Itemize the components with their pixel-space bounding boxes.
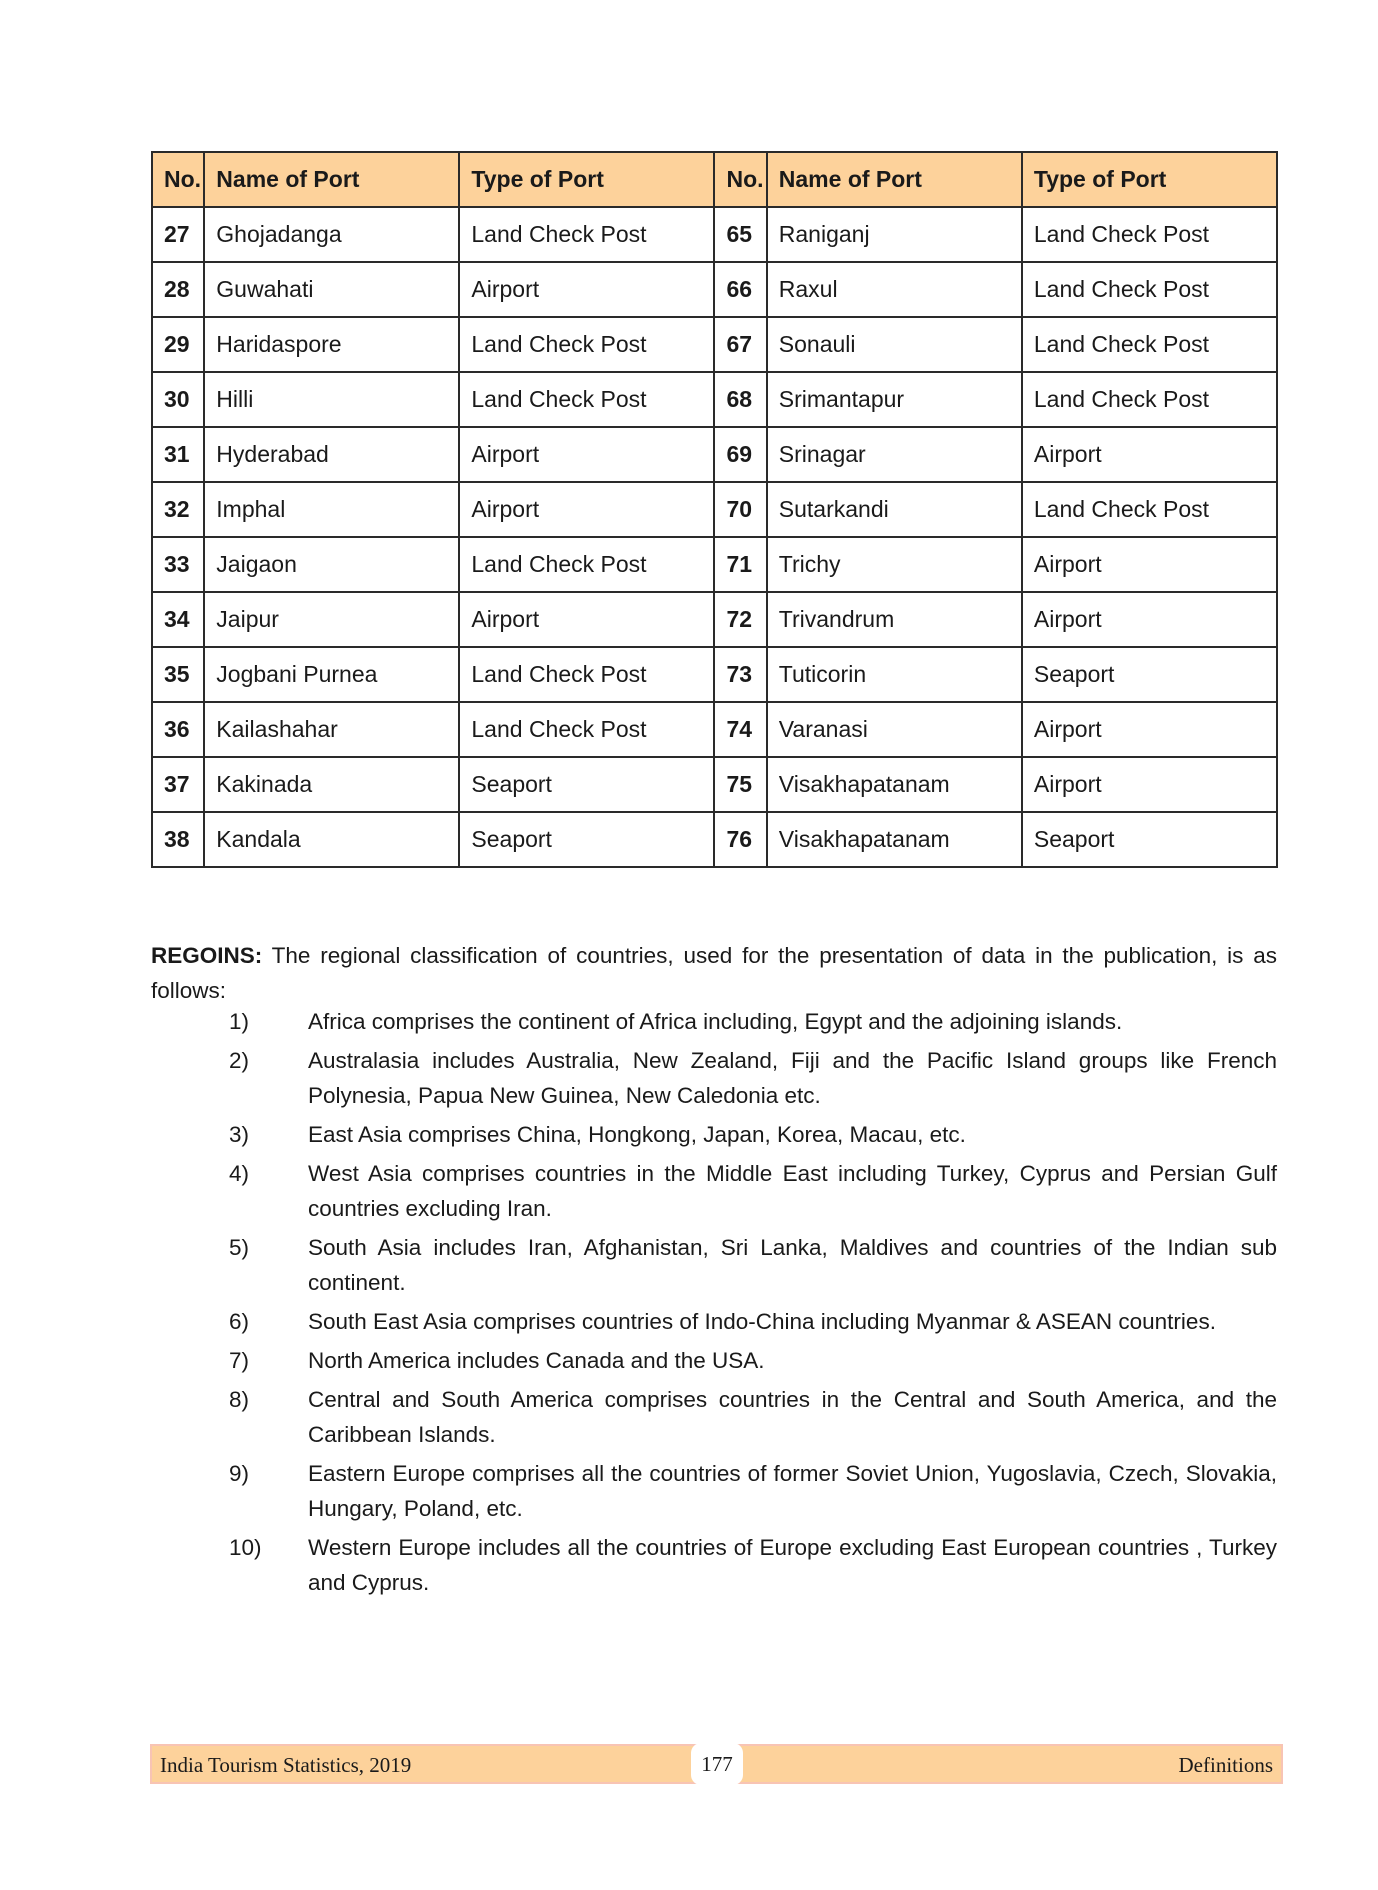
list-item xyxy=(151,1004,1277,1039)
header-type-of-port: Type of Port xyxy=(459,152,714,207)
table-row xyxy=(152,427,1277,482)
port-name: Srimantapur xyxy=(767,372,1022,427)
port-number: 71 xyxy=(714,537,766,592)
section-title: Definitions xyxy=(1178,1753,1273,1777)
port-type: Land Check Post xyxy=(459,372,714,427)
list-text: Central and South America comprises countries in the Central and South America, and the Caribbean Islands. xyxy=(308,1387,1277,1447)
list-index: 10) xyxy=(229,1535,262,1560)
port-type: Land Check Post xyxy=(1022,207,1277,262)
port-name: Sonauli xyxy=(767,317,1022,372)
table-row xyxy=(152,812,1277,867)
list-item xyxy=(151,1230,1277,1300)
port-name: Haridaspore xyxy=(204,317,459,372)
port-name: Visakhapatanam xyxy=(767,812,1022,867)
list-text: West Asia comprises countries in the Middle East including Turkey, Cyprus and Persian Gulf countries excluding Iran. xyxy=(308,1161,1277,1221)
port-name: Ghojadanga xyxy=(204,207,459,262)
port-number: 68 xyxy=(714,372,766,427)
list-index: 3) xyxy=(229,1122,250,1147)
publication-title: India Tourism Statistics, 2019 xyxy=(160,1753,412,1777)
port-name: Trivandrum xyxy=(767,592,1022,647)
port-type: Seaport xyxy=(459,812,714,867)
table-header-row xyxy=(152,152,1277,207)
table-row xyxy=(152,207,1277,262)
port-number: 38 xyxy=(152,812,204,867)
port-type: Airport xyxy=(459,592,714,647)
list-item xyxy=(151,1382,1277,1452)
port-number: 72 xyxy=(714,592,766,647)
port-type: Airport xyxy=(459,482,714,537)
port-name: Kandala xyxy=(204,812,459,867)
port-name: Srinagar xyxy=(767,427,1022,482)
port-name: Jogbani Purnea xyxy=(204,647,459,702)
port-number: 70 xyxy=(714,482,766,537)
list-index: 7) xyxy=(229,1348,250,1373)
list-text: Western Europe includes all the countries of Europe excluding East European countries , Turkey and Cyprus. xyxy=(308,1535,1277,1595)
table-row xyxy=(152,537,1277,592)
table-row xyxy=(152,592,1277,647)
list-index: 4) xyxy=(229,1161,250,1186)
port-number: 35 xyxy=(152,647,204,702)
list-item xyxy=(151,1156,1277,1226)
list-index: 2) xyxy=(229,1048,250,1073)
port-name: Sutarkandi xyxy=(767,482,1022,537)
port-type: Land Check Post xyxy=(459,537,714,592)
header-no: No. xyxy=(152,152,204,207)
table-row xyxy=(152,647,1277,702)
header-no: No. xyxy=(714,152,766,207)
port-name: Kakinada xyxy=(204,757,459,812)
port-number: 32 xyxy=(152,482,204,537)
port-name: Jaipur xyxy=(204,592,459,647)
port-type: Seaport xyxy=(1022,812,1277,867)
port-name: Visakhapatanam xyxy=(767,757,1022,812)
table-row xyxy=(152,482,1277,537)
port-type: Land Check Post xyxy=(459,207,714,262)
port-name: Raniganj xyxy=(767,207,1022,262)
table-row xyxy=(152,317,1277,372)
list-index: 8) xyxy=(229,1387,250,1412)
table-row xyxy=(152,372,1277,427)
port-type: Land Check Post xyxy=(1022,317,1277,372)
regions-intro-text: The regional classification of countries, used for the presentation of data in the publication, is as follows: xyxy=(151,942,1277,1003)
port-type: Land Check Post xyxy=(459,317,714,372)
port-type: Airport xyxy=(1022,757,1277,812)
list-item xyxy=(151,1343,1277,1378)
list-text: Africa comprises the continent of Africa including, Egypt and the adjoining islands. xyxy=(308,1009,1123,1034)
list-text: Australasia includes Australia, New Zealand, Fiji and the Pacific Island groups like French Polynesia, Papua New Guinea, New Caledonia etc. xyxy=(308,1048,1277,1108)
port-number: 27 xyxy=(152,207,204,262)
port-name: Hyderabad xyxy=(204,427,459,482)
list-text: South East Asia comprises countries of Indo-China including Myanmar & ASEAN countries. xyxy=(308,1309,1216,1334)
port-type: Land Check Post xyxy=(459,702,714,757)
list-text: East Asia comprises China, Hongkong, Japan, Korea, Macau, etc. xyxy=(308,1122,966,1147)
regions-intro xyxy=(151,938,1277,1008)
list-item xyxy=(151,1304,1277,1339)
port-number: 69 xyxy=(714,427,766,482)
port-name: Tuticorin xyxy=(767,647,1022,702)
port-type: Land Check Post xyxy=(459,647,714,702)
list-item xyxy=(151,1530,1277,1600)
regions-heading: REGOINS: xyxy=(151,942,263,968)
list-item xyxy=(151,1456,1277,1526)
port-name: Guwahati xyxy=(204,262,459,317)
port-name: Imphal xyxy=(204,482,459,537)
port-number: 30 xyxy=(152,372,204,427)
port-type: Land Check Post xyxy=(1022,262,1277,317)
list-text: Eastern Europe comprises all the countries of former Soviet Union, Yugoslavia, Czech, Slovakia, Hungary, Poland, etc. xyxy=(308,1461,1277,1521)
port-type: Airport xyxy=(1022,702,1277,757)
port-name: Jaigaon xyxy=(204,537,459,592)
port-number: 73 xyxy=(714,647,766,702)
port-type: Airport xyxy=(1022,427,1277,482)
port-type: Airport xyxy=(459,427,714,482)
table-row xyxy=(152,757,1277,812)
port-number: 65 xyxy=(714,207,766,262)
list-index: 5) xyxy=(229,1235,250,1260)
port-type: Airport xyxy=(459,262,714,317)
port-number: 66 xyxy=(714,262,766,317)
port-number: 33 xyxy=(152,537,204,592)
header-type-of-port: Type of Port xyxy=(1022,152,1277,207)
port-name: Hilli xyxy=(204,372,459,427)
port-number: 28 xyxy=(152,262,204,317)
port-number: 74 xyxy=(714,702,766,757)
list-item xyxy=(151,1117,1277,1152)
port-number: 34 xyxy=(152,592,204,647)
list-item xyxy=(151,1043,1277,1113)
port-type: Seaport xyxy=(459,757,714,812)
port-type: Airport xyxy=(1022,592,1277,647)
port-name: Trichy xyxy=(767,537,1022,592)
port-number: 76 xyxy=(714,812,766,867)
port-number: 36 xyxy=(152,702,204,757)
port-number: 75 xyxy=(714,757,766,812)
port-number: 37 xyxy=(152,757,204,812)
port-name: Kailashahar xyxy=(204,702,459,757)
port-type: Seaport xyxy=(1022,647,1277,702)
table-row xyxy=(152,262,1277,317)
ports-table xyxy=(151,151,1278,868)
port-number: 31 xyxy=(152,427,204,482)
port-name: Varanasi xyxy=(767,702,1022,757)
list-text: South Asia includes Iran, Afghanistan, Sri Lanka, Maldives and countries of the Indian sub continent. xyxy=(308,1235,1277,1295)
port-type: Land Check Post xyxy=(1022,372,1277,427)
port-type: Land Check Post xyxy=(1022,482,1277,537)
port-type: Airport xyxy=(1022,537,1277,592)
port-number: 29 xyxy=(152,317,204,372)
list-index: 1) xyxy=(229,1009,250,1034)
list-index: 6) xyxy=(229,1309,250,1334)
table-row xyxy=(152,702,1277,757)
list-text: North America includes Canada and the USA. xyxy=(308,1348,765,1373)
list-index: 9) xyxy=(229,1461,250,1486)
header-name-of-port: Name of Port xyxy=(204,152,459,207)
page-footer xyxy=(150,1744,1283,1784)
header-name-of-port: Name of Port xyxy=(767,152,1022,207)
port-number: 67 xyxy=(714,317,766,372)
region-list xyxy=(151,1004,1277,1604)
page-number: 177 xyxy=(691,1743,743,1785)
port-name: Raxul xyxy=(767,262,1022,317)
